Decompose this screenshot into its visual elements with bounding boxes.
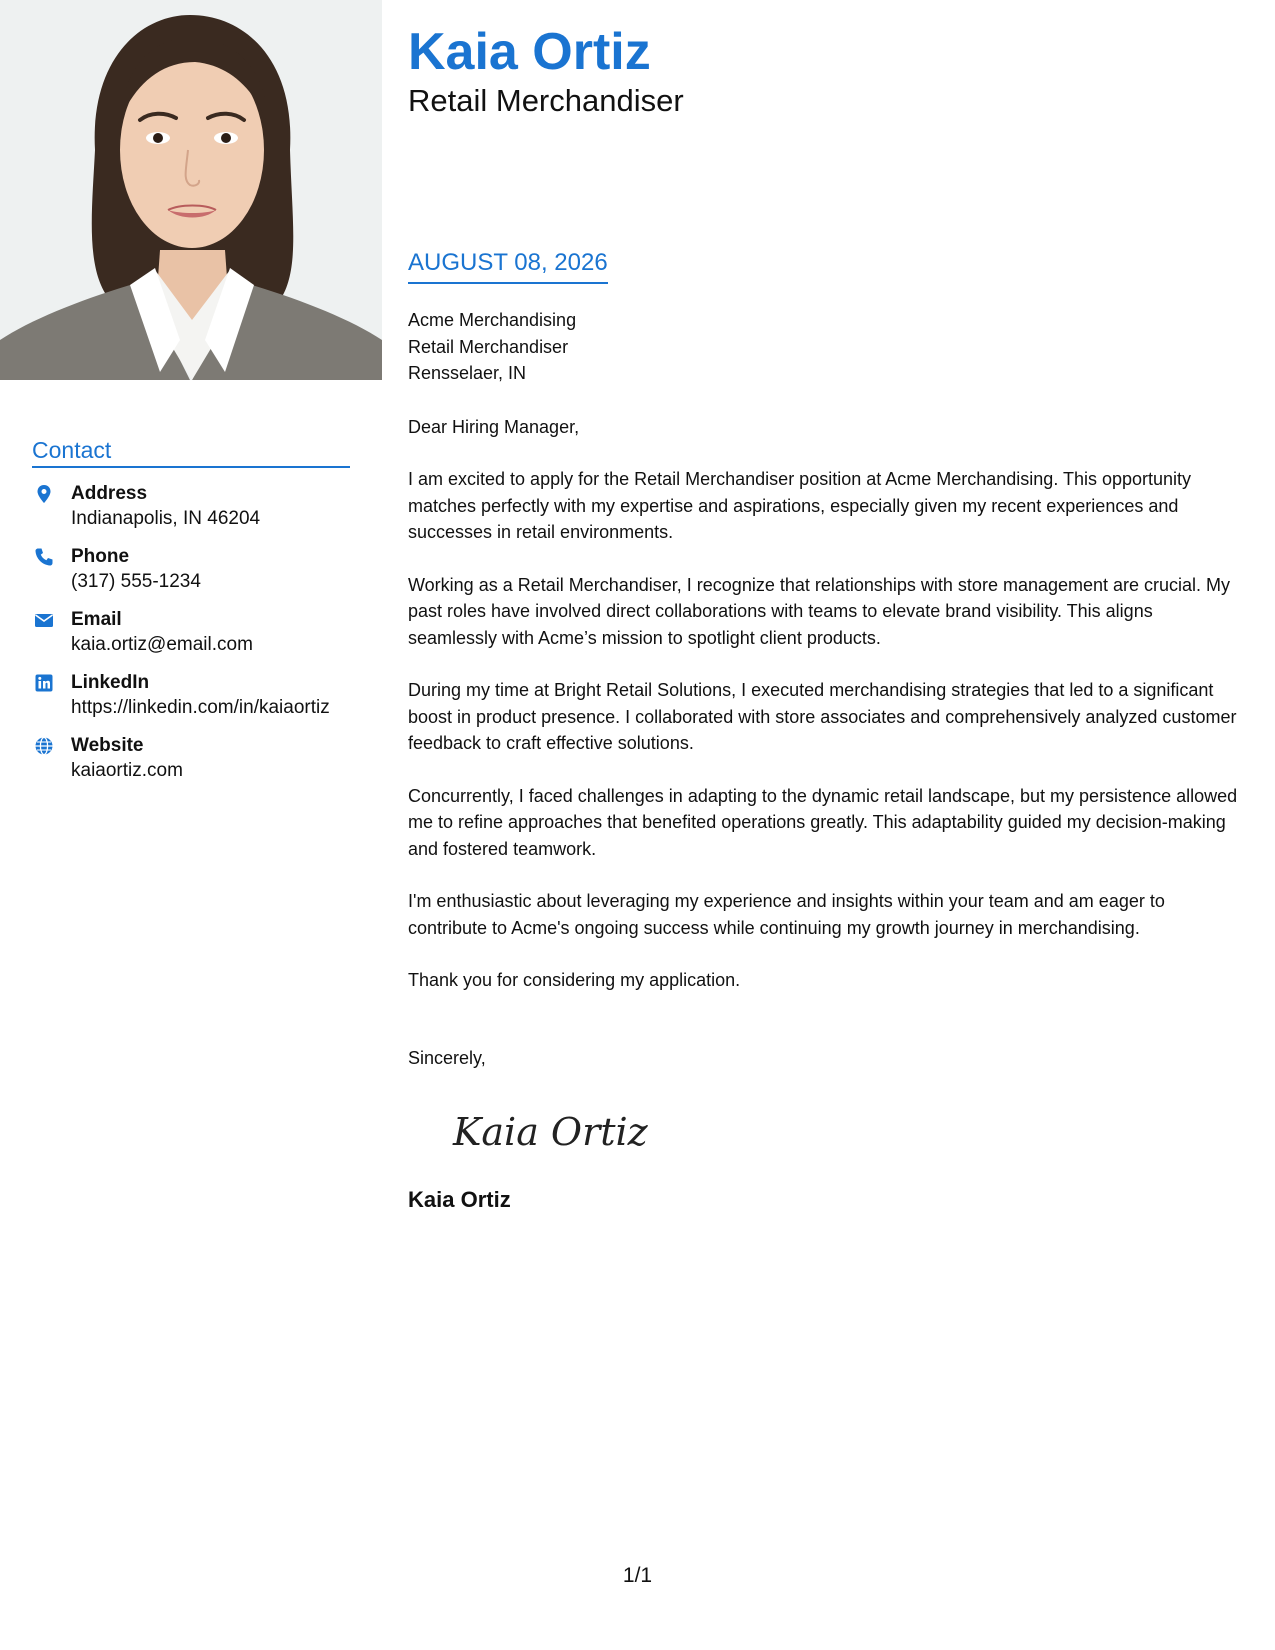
recipient-company: Acme Merchandising [408,310,577,330]
contact-item-address [32,482,362,545]
contact-label: LinkedIn [71,672,150,693]
body-paragraph: Thank you for considering my application. [408,970,741,990]
linkedin-icon [34,673,54,693]
handwritten-signature [448,1095,708,1165]
contact-item-phone [32,545,362,608]
recipient-block [408,307,576,387]
signature-glyphs: Kaia Ortiz [453,1110,648,1154]
profile-photo [0,0,382,380]
body-paragraph: Working as a Retail Merchandiser, I recognize that relationships with store management are crucial. My past roles have involved direct collaborations with teams to elevate brand visibility. This aligns seamlessly with Acme’s mission to spotlight client products. [408,574,1231,648]
letter-body [408,466,1240,1020]
signed-name: Kaia Ortiz [408,1187,511,1212]
applicant-job-title: Retail Merchandiser [408,83,684,118]
contact-label: Address [71,483,148,504]
website-value[interactable]: kaiaortiz.com [71,760,183,781]
phone-icon [34,547,54,567]
recipient-position: Retail Merchandiser [408,336,569,357]
phone-value[interactable]: (317) 555-1234 [71,571,201,592]
globe-icon [34,736,54,756]
letter-date: AUGUST 08, 2026 [408,248,608,284]
letter-greeting: Dear Hiring Manager, [408,417,580,437]
contact-section-title: Contact [32,436,350,468]
contact-label: Phone [71,546,130,567]
body-paragraph: Concurrently, I faced challenges in adapting to the dynamic retail landscape, but my persistence allowed me to refine approaches that benefited operations greatly. This adaptability guided my decision-making and fostered teamwork. [408,785,1238,859]
envelope-icon [34,610,54,630]
address-value: Indianapolis, IN 46204 [71,508,261,529]
location-pin-icon [34,484,54,504]
applicant-name: Kaia Ortiz [408,23,651,81]
page-number: 1/1 [622,1564,653,1587]
body-paragraph: During my time at Bright Retail Solutions, I executed merchandising strategies that led to a significant boost in product presence. I collaborated with store associates and comprehensively analyzed customer feedback to craft effective solutions. [408,680,1237,753]
contact-label: Email [71,609,122,630]
recipient-location: Rensselaer, IN [408,363,527,383]
email-value[interactable]: kaia.ortiz@email.com [71,634,253,655]
body-paragraph: I am excited to apply for the Retail Merchandiser position at Acme Merchandising. This opportunity matches perfectly with my expertise and aspirations, especially given my recent experiences and successes in retail environments. [408,469,1192,542]
contact-item-linkedin [32,671,362,734]
sidebar [0,0,382,1650]
contact-list [32,482,362,797]
contact-item-email [32,608,362,671]
body-paragraph: I'm enthusiastic about leveraging my experience and insights within your team and am eager to contribute to Acme's ongoing success while continuing my growth journey in merchandising. [408,891,1165,938]
letter-closing: Sincerely, [408,1048,486,1068]
contact-item-website [32,734,362,797]
contact-label: Website [71,735,144,756]
profile-photo-illustration [0,0,382,380]
linkedin-value[interactable]: https://linkedin.com/in/kaiaortiz [71,697,330,718]
